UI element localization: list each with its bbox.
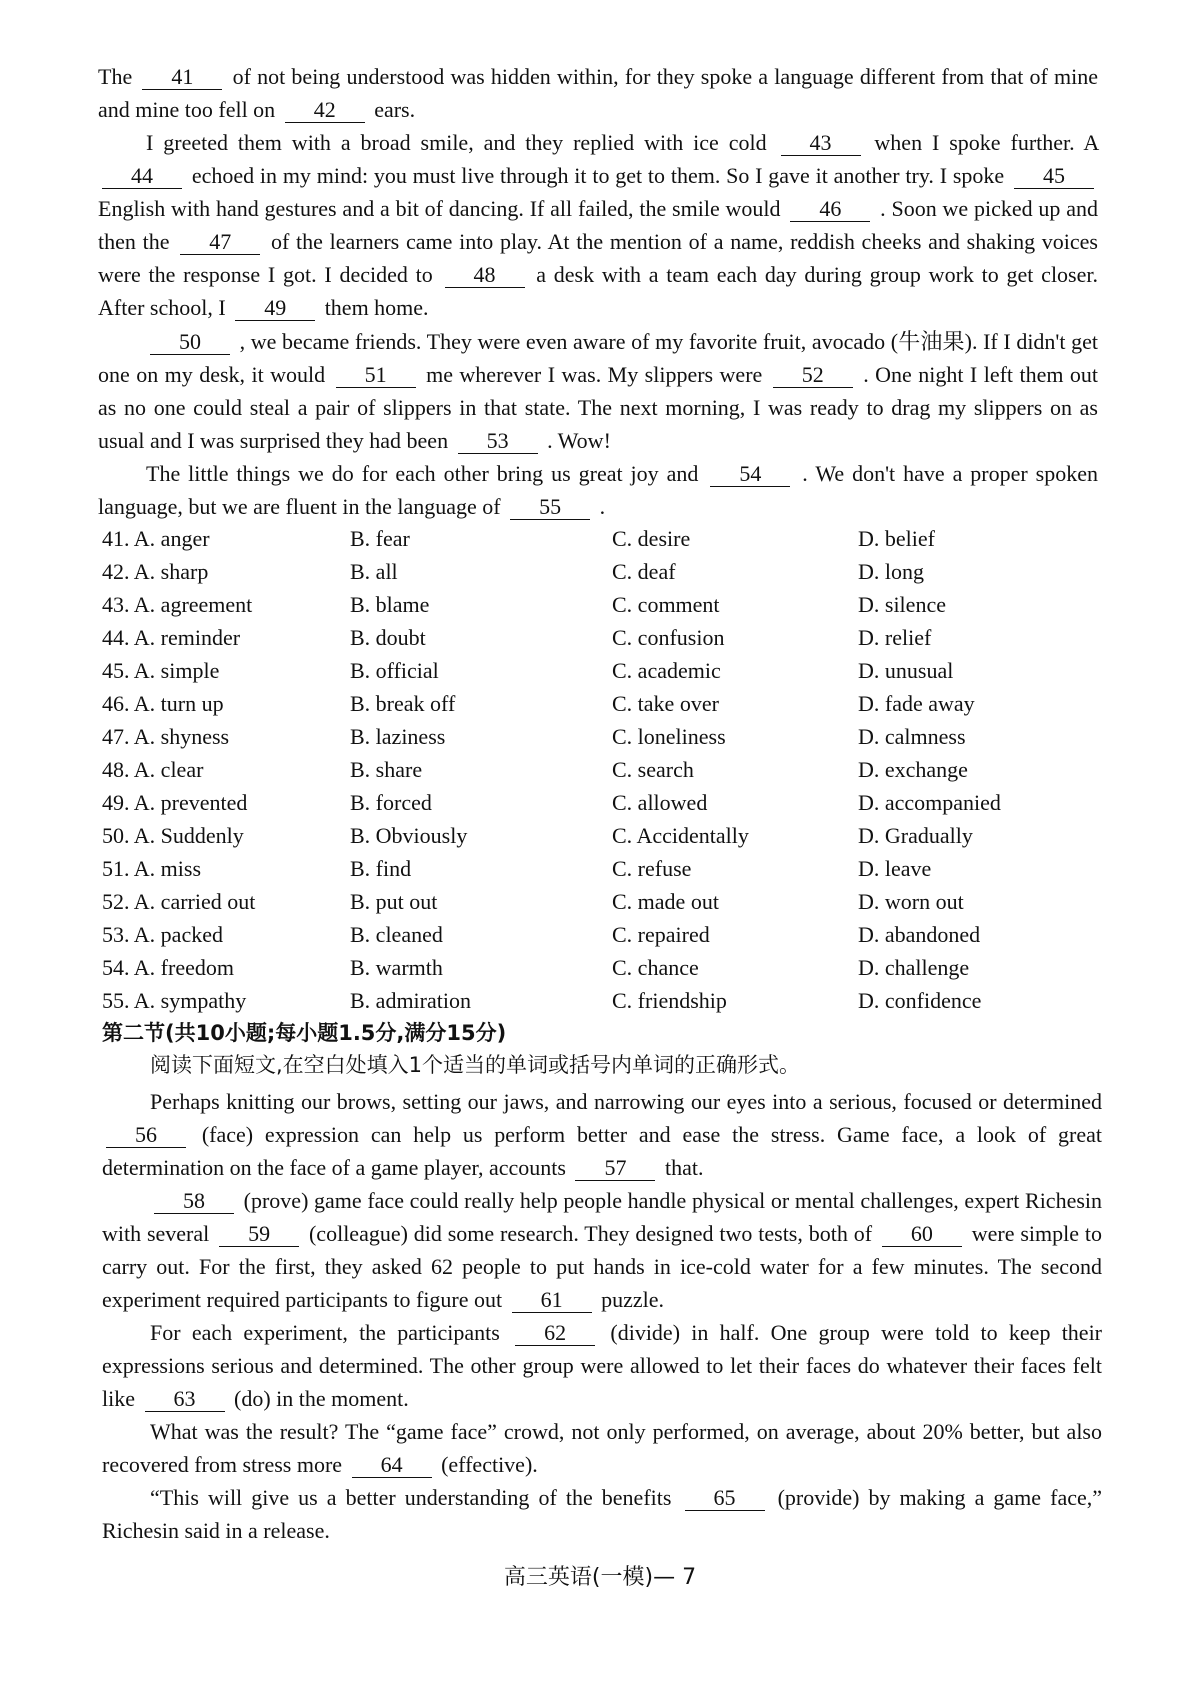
option-b[interactable]: B. cleaned	[350, 922, 443, 947]
text: of the learners came into play. At the mention of a name, reddish cheeks and shaking voices were the response I got. I decided to	[98, 229, 1098, 287]
blank-55[interactable]: 55	[510, 495, 590, 520]
option-d[interactable]: D. belief	[858, 526, 935, 551]
blank-59[interactable]: 59	[219, 1222, 299, 1247]
option-b[interactable]: B. official	[350, 658, 439, 683]
option-b[interactable]: B. Obviously	[350, 823, 468, 848]
text: that.	[664, 1155, 704, 1180]
text: (face) expression can help us perform better and ease the stress. Game face, a look of great determination on the face of a game player, accounts	[102, 1122, 1102, 1180]
text: them home.	[324, 295, 429, 320]
option-d[interactable]: D. worn out	[858, 889, 964, 914]
blank-51[interactable]: 51	[336, 363, 416, 388]
text: Perhaps knitting our brows, setting our jaws, and narrowing our eyes into a serious, focused or determined	[150, 1089, 1102, 1114]
option-a[interactable]: 41. A. anger	[102, 526, 210, 551]
text: “This will give us a better understanding of the benefits	[150, 1485, 672, 1510]
text: . Soon we picked up and then the	[98, 196, 1099, 254]
option-a[interactable]: 55. A. sympathy	[102, 988, 247, 1013]
option-d[interactable]: D. relief	[858, 625, 932, 650]
option-b[interactable]: B. laziness	[350, 724, 446, 749]
text: For each experiment, the participants	[150, 1320, 500, 1345]
option-c[interactable]: C. chance	[612, 955, 699, 980]
blank-54[interactable]: 54	[710, 462, 790, 487]
blank-47[interactable]: 47	[180, 230, 260, 255]
blank-43[interactable]: 43	[781, 131, 861, 156]
text: What was the result? The “game face” crowd, not only performed, on average, about 20% better, but also recovered from stress more	[102, 1419, 1102, 1477]
passage1-paragraph-3	[98, 325, 1098, 457]
passage1-paragraph-4	[98, 457, 1098, 523]
option-c[interactable]: C. take over	[612, 691, 719, 716]
section-instruction: 阅读下面短文,在空白处填入1个适当的单词或括号内单词的正确形式。	[150, 1053, 801, 1077]
passage1-paragraph-2	[98, 126, 1098, 324]
blank-63[interactable]: 63	[145, 1387, 225, 1412]
option-d[interactable]: D. fade away	[858, 691, 975, 716]
text: (colleague) did some research. They designed two tests, both of	[308, 1221, 873, 1246]
blank-44[interactable]: 44	[102, 164, 182, 189]
option-b[interactable]: B. all	[350, 559, 398, 584]
option-b[interactable]: B. blame	[350, 592, 430, 617]
page-footer: 高三英语(一模)— 7	[503, 1565, 697, 1590]
text: The	[98, 64, 133, 89]
blank-58[interactable]: 58	[154, 1189, 234, 1214]
text: . We don't have a proper spoken language, but we are fluent in the language of	[98, 461, 1098, 519]
option-b[interactable]: B. fear	[350, 526, 410, 551]
text: (divide) in half. One group were told to keep their expressions serious and determined. The other group were allowed to let their faces do whatever their faces felt like	[102, 1320, 1103, 1411]
blank-49[interactable]: 49	[235, 296, 315, 321]
blank-64[interactable]: 64	[352, 1453, 432, 1478]
option-a[interactable]: 53. A. packed	[102, 922, 223, 947]
option-c[interactable]: C. allowed	[612, 790, 708, 815]
option-c[interactable]: C. academic	[612, 658, 721, 683]
blank-65[interactable]: 65	[685, 1486, 765, 1511]
text: me wherever I was. My slippers were	[426, 362, 763, 387]
blank-56[interactable]: 56	[106, 1123, 186, 1148]
blank-46[interactable]: 46	[790, 197, 870, 222]
blank-48[interactable]: 48	[445, 263, 525, 288]
passage2-paragraph-2	[102, 1184, 1102, 1316]
option-c[interactable]: C. friendship	[612, 988, 727, 1013]
option-d[interactable]: D. challenge	[858, 955, 970, 980]
blank-52[interactable]: 52	[773, 363, 853, 388]
option-d[interactable]: D. confidence	[858, 988, 982, 1013]
option-a[interactable]: 48. A. clear	[102, 757, 204, 782]
text: I greeted them with a broad smile, and they replied with ice cold	[146, 130, 767, 155]
option-a[interactable]: 44. A. reminder	[102, 625, 241, 650]
text: (effective).	[441, 1452, 538, 1477]
option-a[interactable]: 50. A. Suddenly	[102, 823, 244, 848]
passage2-paragraph-1	[102, 1085, 1102, 1184]
option-b[interactable]: B. put out	[350, 889, 438, 914]
passage1-paragraph-1	[98, 60, 1098, 126]
text: English with hand gestures and a bit of dancing. If all failed, the smile would	[98, 196, 781, 221]
section-title: 第二节(共10小题;每小题1.5分,满分15分)	[102, 1021, 507, 1045]
option-c[interactable]: C. search	[612, 757, 694, 782]
option-a[interactable]: 43. A. agreement	[102, 592, 253, 617]
text: , we became friends. They were even aware of my favorite fruit, avocado (牛油果). If I didn't get one on my desk, it would	[98, 329, 1099, 387]
blank-42[interactable]: 42	[285, 98, 365, 123]
option-c[interactable]: C. desire	[612, 526, 691, 551]
text: . Wow!	[547, 428, 611, 453]
option-b[interactable]: B. break off	[350, 691, 456, 716]
option-b[interactable]: B. admiration	[350, 988, 471, 1013]
option-c[interactable]: C. loneliness	[612, 724, 726, 749]
option-b[interactable]: B. forced	[350, 790, 432, 815]
option-a[interactable]: 45. A. simple	[102, 658, 220, 683]
text: a desk with a team each day during group work to get closer. After school, I	[98, 262, 1098, 320]
option-c[interactable]: C. made out	[612, 889, 719, 914]
text: of not being understood was hidden within, for they spoke a language different from that of mine and mine too fell on	[98, 64, 1099, 122]
option-b[interactable]: B. warmth	[350, 955, 443, 980]
passage2-paragraph-3	[102, 1316, 1102, 1415]
option-b[interactable]: B. doubt	[350, 625, 426, 650]
blank-57[interactable]: 57	[575, 1156, 655, 1181]
text: ears.	[374, 97, 416, 122]
option-d[interactable]: D. calmness	[858, 724, 966, 749]
option-d[interactable]: D. silence	[858, 592, 946, 617]
passage2-paragraph-5	[102, 1481, 1102, 1547]
option-d[interactable]: D. exchange	[858, 757, 968, 782]
option-c[interactable]: C. deaf	[612, 559, 676, 584]
text: (provide) by making a game face,” Richesin said in a release.	[102, 1485, 1103, 1543]
blank-60[interactable]: 60	[882, 1222, 962, 1247]
option-a[interactable]: 49. A. prevented	[102, 790, 248, 815]
blank-61[interactable]: 61	[512, 1288, 592, 1313]
option-d[interactable]: D. unusual	[858, 658, 954, 683]
option-c[interactable]: C. comment	[612, 592, 720, 617]
option-a[interactable]: 46. A. turn up	[102, 691, 224, 716]
option-c[interactable]: C. Accidentally	[612, 823, 749, 848]
text: (prove) game face could really help people handle physical or mental challenges, expert Richesin with several	[102, 1188, 1103, 1246]
passage2-paragraph-4	[102, 1415, 1102, 1481]
option-a[interactable]: 47. A. shyness	[102, 724, 230, 749]
option-a[interactable]: 51. A. miss	[102, 856, 202, 881]
option-d[interactable]: D. accompanied	[858, 790, 1001, 815]
blank-41[interactable]: 41	[142, 65, 222, 90]
option-d[interactable]: D. Gradually	[858, 823, 973, 848]
text: echoed in my mind: you must live through it to get to them. So I gave it another try. I spoke	[191, 163, 1005, 188]
option-d[interactable]: D. abandoned	[858, 922, 981, 947]
option-b[interactable]: B. share	[350, 757, 423, 782]
text: . One night I left them out as no one could steal a pair of slippers in that state. The next morning, I was ready to drag my slippers on as usual and I was surprised they had been	[98, 362, 1099, 453]
blank-53[interactable]: 53	[458, 429, 538, 454]
blank-50[interactable]: 50	[150, 330, 230, 355]
option-d[interactable]: D. long	[858, 559, 924, 584]
text: puzzle.	[601, 1287, 665, 1312]
text: The little things we do for each other bring us great joy and	[146, 461, 699, 486]
option-a[interactable]: 52. A. carried out	[102, 889, 256, 914]
blank-45[interactable]: 45	[1014, 164, 1094, 189]
text: (do) in the moment.	[234, 1386, 409, 1411]
option-b[interactable]: B. find	[350, 856, 412, 881]
option-a[interactable]: 42. A. sharp	[102, 559, 209, 584]
option-a[interactable]: 54. A. freedom	[102, 955, 234, 980]
text: .	[599, 494, 606, 519]
text: were simple to carry out. For the first, they asked 62 people to put hands in ice-cold water for a few minutes. The second experiment required participants to figure out	[102, 1221, 1102, 1312]
option-c[interactable]: C. confusion	[612, 625, 725, 650]
option-d[interactable]: D. leave	[858, 856, 932, 881]
blank-62[interactable]: 62	[515, 1321, 595, 1346]
text: when I spoke further. A	[874, 130, 1099, 155]
option-c[interactable]: C. refuse	[612, 856, 692, 881]
option-c[interactable]: C. repaired	[612, 922, 710, 947]
